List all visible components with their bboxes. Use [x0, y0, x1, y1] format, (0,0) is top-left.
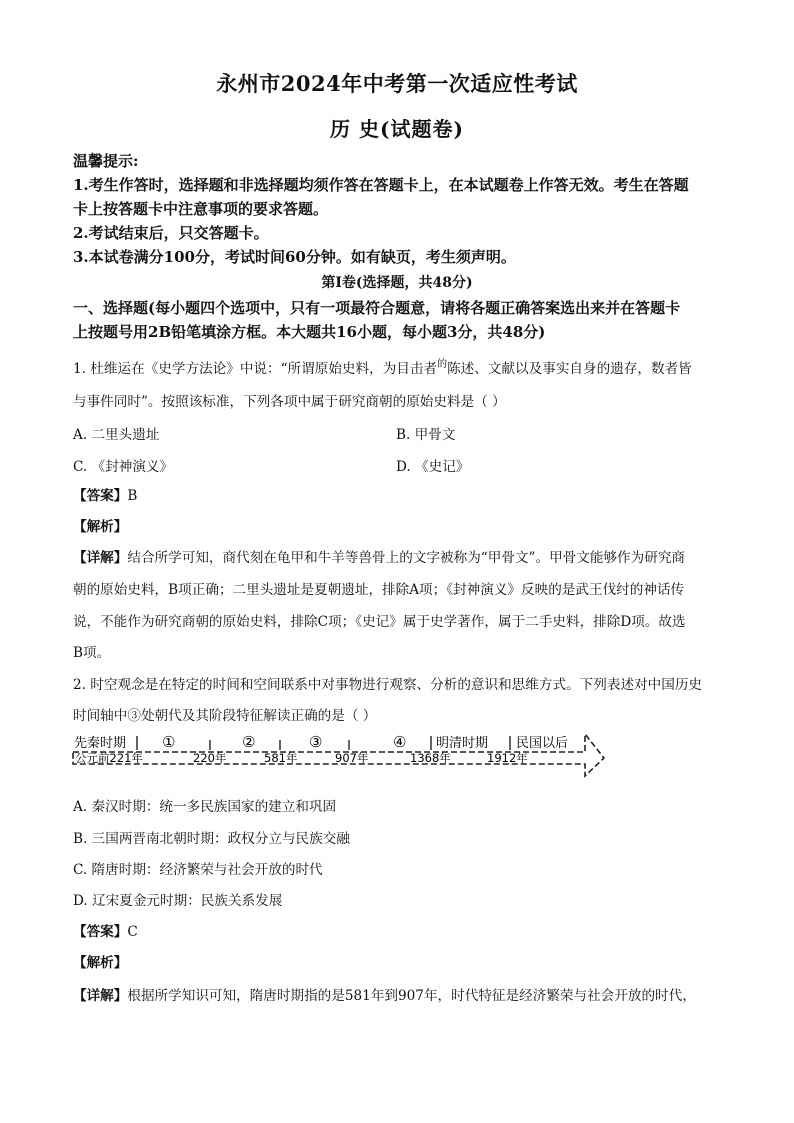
q1-option-c: C. 《封神演义》: [73, 459, 174, 475]
timeline-period-ming-qing: 明清时期: [436, 736, 489, 751]
q1-detail-line-1: 【详解】结合所学可知，商代刻在龟甲和牛羊等兽骨上的文字被称为“甲骨文”。甲骨文能够作为研究商: [73, 550, 686, 566]
q1-answer: 【答案】B: [73, 488, 138, 504]
section-instructions-line-2: 上按题号用2B铅笔填涂方框。本大题共16小题，每小题3分，共48分): [73, 323, 546, 341]
q1-detail-line-4: B项。: [73, 645, 111, 661]
timeline-year-220: 220年: [193, 751, 227, 765]
notice-item-2: 2.考试结束后，只交答题卡。: [73, 224, 269, 242]
q2-option-c: C. 隋唐时期：经济繁荣与社会开放的时代: [73, 862, 323, 878]
timeline-year-1368: 1368年: [410, 751, 451, 765]
timeline-year-907: 907年: [335, 751, 369, 765]
exam-title: 永州市2024年中考第一次适应性考试: [216, 71, 578, 96]
timeline-period-republic: 民国以后: [516, 736, 569, 751]
notice-heading: 温馨提示:: [73, 152, 139, 170]
exam-subtitle: 历 史(试题卷): [330, 117, 464, 141]
notice-item-1-line-2: 卡上按答题卡中注意事项的要求答题。: [73, 200, 329, 218]
timeline-period-4: ④: [393, 733, 407, 751]
notice-item-1-line-1: 1.考生作答时，选择题和非选择题均须作答在答题卡上，在本试题卷上作答无效。考生在答题: [73, 176, 689, 194]
timeline-period-1: ①: [162, 733, 176, 751]
section-instructions-line-1: 一、选择题(每小题四个选项中，只有一项最符合题意，请将各题正确答案选出来并在答题卡: [73, 299, 681, 317]
history-timeline: [70, 728, 610, 780]
section-title: 第Ⅰ卷(选择题，共48分): [321, 275, 473, 291]
q1-analysis-label: 【解析】: [73, 519, 128, 535]
q1-stem-superscript: 的: [437, 359, 448, 370]
timeline-period-pre-qin: 先秦时期: [74, 736, 127, 751]
timeline-year-221bc: 公元前221年: [75, 751, 143, 765]
q2-analysis-label: 【解析】: [73, 955, 128, 971]
q1-answer-value: B: [127, 488, 138, 504]
q1-detail-line-2: 朝的原始史料，B项正确；二里头遗址是夏朝遗址，排除A项；《封神演义》反映的是武王伐纣的神话传: [73, 582, 685, 598]
q2-answer-value: C: [127, 924, 138, 940]
q2-answer: 【答案】C: [73, 924, 138, 940]
q1-option-d: D. 《史记》: [396, 459, 470, 475]
q2-stem-line-2: 时间轴中③处朝代及其阶段特征解读正确的是（ ）: [73, 708, 377, 724]
q2-option-d: D. 辽宋夏金元时期：民族关系发展: [73, 893, 283, 909]
q1-option-a: A. 二里头遗址: [73, 427, 160, 443]
q1-stem-line-1: 1. 杜维运在《史学方法论》中说：“所谓原始史料，为目击者$^的$陈述、文献以及事实自身的遗存，数者皆: [73, 359, 692, 377]
q1-stem-line-2: 与事件同时”。按照该标准，下列各项中属于研究商朝的原始史料是（ ）: [73, 394, 506, 410]
q1-detail-line-3: 说，不能作为研究商朝的原始史料，排除C项；《史记》属于史学著作，属于二手史料，排除D项。故选: [73, 614, 686, 630]
timeline-year-581: 581年: [264, 751, 298, 765]
q2-option-a: A. 秦汉时期：统一多民族国家的建立和巩固: [73, 799, 337, 815]
q2-detail-line-1: 【详解】根据所学知识可知，隋唐时期指的是581年到907年，时代特征是经济繁荣与社会开放的时代，: [73, 988, 696, 1004]
timeline-period-3: ③: [309, 733, 323, 751]
q2-stem-line-1: 2. 时空观念是在特定的时间和空间联系中对事物进行观察、分析的意识和思维方式。下列表述对中国历史: [73, 677, 703, 693]
q2-option-b: B. 三国两晋南北朝时期：政权分立与民族交融: [73, 831, 350, 847]
q1-option-b: B. 甲骨文: [396, 427, 456, 443]
timeline-period-2: ②: [242, 733, 256, 751]
notice-item-3: 3.本试卷满分100分，考试时间60分钟。如有缺页，考生须声明。: [73, 248, 516, 266]
timeline-year-1912: 1912年: [487, 751, 528, 765]
